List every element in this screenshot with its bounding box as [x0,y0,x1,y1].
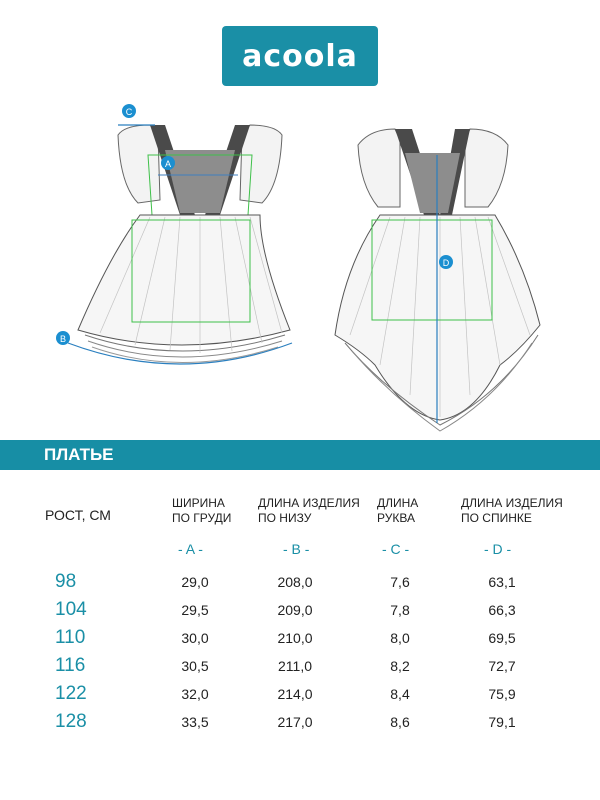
row-value-b: 209,0 [277,602,313,618]
code-a: - A - [178,541,203,557]
row-value-a: 32,0 [181,686,209,702]
row-value-c: 8,6 [390,714,410,730]
row-value-d: 79,1 [488,714,516,730]
row-value-d: 72,7 [488,658,516,674]
code-b: - B - [283,541,310,557]
row-value-d: 69,5 [488,630,516,646]
brand-logo [222,26,378,86]
row-value-b: 208,0 [277,574,313,590]
row-value-a: 33,5 [181,714,209,730]
marker-a: A [164,159,172,169]
row-height: 110 [55,627,86,648]
header-back-line1: ДЛИНА ИЗДЕЛИЯ [461,496,563,510]
marker-d: D [442,258,450,268]
logo-text: acoola [242,38,358,74]
header-sleeve-line1: ДЛИНА [377,496,419,510]
header-height: РОСТ, СМ [45,507,111,523]
row-value-a: 30,0 [181,630,209,646]
marker-c: C [125,107,133,117]
header-length-line1: ДЛИНА ИЗДЕЛИЯ [258,496,360,510]
section-band [0,440,600,470]
row-height: 98 [55,571,77,592]
row-value-b: 210,0 [277,630,313,646]
row-value-d: 66,3 [488,602,516,618]
row-value-a: 29,5 [181,602,209,618]
row-value-d: 63,1 [488,574,516,590]
row-value-c: 7,8 [390,602,410,618]
section-title: ПЛАТЬЕ [44,445,114,464]
row-value-a: 29,0 [181,574,209,590]
row-value-c: 8,0 [390,630,410,646]
header-length-line2: ПО НИЗУ [258,511,312,525]
row-height: 128 [55,711,87,732]
row-value-c: 7,6 [390,574,410,590]
row-height: 116 [55,655,86,676]
row-value-b: 211,0 [278,658,312,674]
row-value-c: 8,4 [390,686,410,702]
header-sleeve-line2: РУКВА [377,511,415,525]
dress-front-view [56,104,292,364]
dress-technical-drawing [0,95,600,440]
header-back-line2: ПО СПИНКЕ [461,511,532,525]
code-c: - C - [382,541,410,557]
header-chest-line1: ШИРИНА [172,496,225,510]
marker-b: B [59,334,67,344]
code-d: - D - [484,541,512,557]
row-value-a: 30,5 [181,658,209,674]
row-value-b: 214,0 [277,686,313,702]
row-value-b: 217,0 [277,714,313,730]
row-height: 122 [55,683,87,704]
row-height: 104 [55,599,87,620]
dress-back-view [335,129,540,431]
header-chest-line2: ПО ГРУДИ [172,511,232,525]
row-value-c: 8,2 [390,658,410,674]
row-value-d: 75,9 [488,686,516,702]
